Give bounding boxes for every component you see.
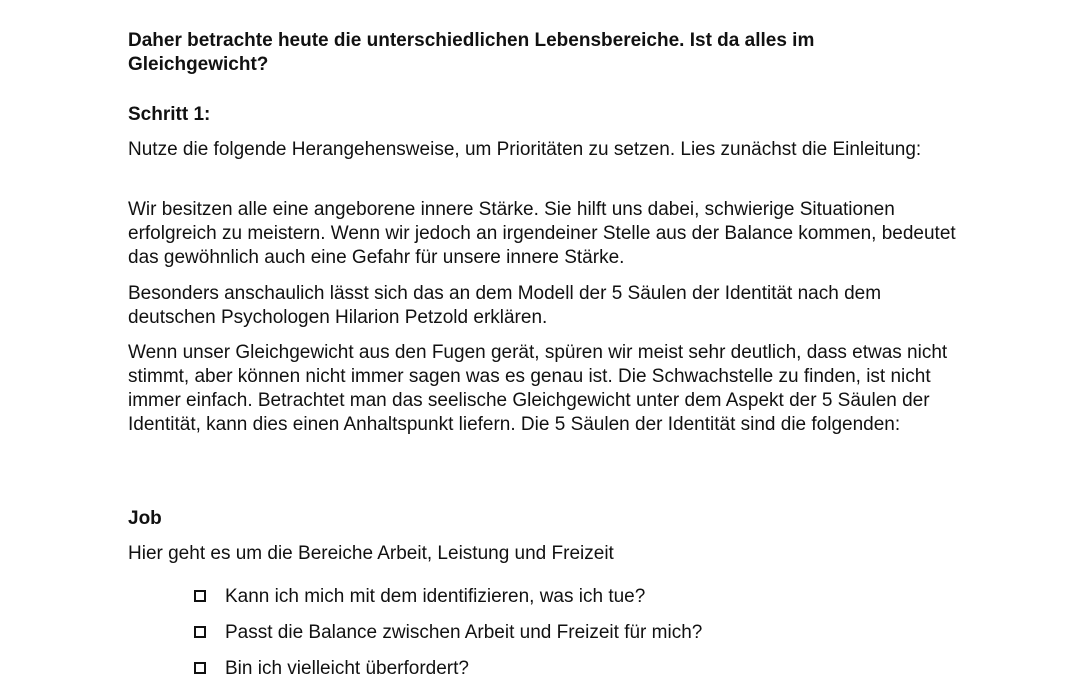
checklist-item-text: Kann ich mich mit dem identifizieren, was ich tue? [225, 586, 646, 607]
checkbox-icon[interactable] [194, 626, 206, 638]
paragraph-intro: Nutze die folgende Herangehensweise, um Prioritäten zu setzen. Lies zunächst die Einleitung: [128, 139, 922, 160]
document-heading: Daher betrachte heute die unterschiedlichen Lebensbereiche. Ist da alles im Gleichgewicht? [128, 30, 815, 75]
step-title: Schritt 1: [128, 104, 211, 125]
checkbox-icon[interactable] [194, 590, 206, 602]
checklist-item-text: Bin ich vielleicht überfordert? [225, 658, 469, 675]
checklist-item [194, 621, 894, 657]
section-title-job: Job [128, 508, 162, 529]
checkbox-icon[interactable] [194, 662, 206, 674]
checklist-item-text: Passt die Balance zwischen Arbeit und Freizeit für mich? [225, 622, 703, 643]
paragraph-balance: Wenn unser Gleichgewicht aus den Fugen gerät, spüren wir meist sehr deutlich, dass etwas nicht stimmt, aber können nicht immer sagen was es genau ist. Die Schwachstelle zu finden, ist nicht immer einfach. Betrachtet man das seelische Gleichgewicht unter dem Aspekt der 5 Säulen der Identität, kann dies einen Anhaltspunkt liefern. Die 5 Säulen der Identität sind die folgenden: [128, 342, 948, 435]
paragraph-inner-strength: Wir besitzen alle eine angeborene innere Stärke. Sie hilft uns dabei, schwierige Situationen erfolgreich zu meistern. Wenn wir jedoch an irgendeiner Stelle aus der Balance kommen, bedeutet das gewöhnlich auch eine Gefahr für unsere innere Stärke. [128, 199, 956, 268]
section-description: Hier geht es um die Bereiche Arbeit, Leistung und Freizeit [128, 543, 614, 564]
job-checklist [194, 585, 894, 675]
paragraph-model: Besonders anschaulich lässt sich das an dem Modell der 5 Säulen der Identität nach dem deutschen Psychologen Hilarion Petzold erklären. [128, 283, 882, 328]
checklist-item [194, 585, 894, 621]
checklist-item [194, 657, 894, 675]
